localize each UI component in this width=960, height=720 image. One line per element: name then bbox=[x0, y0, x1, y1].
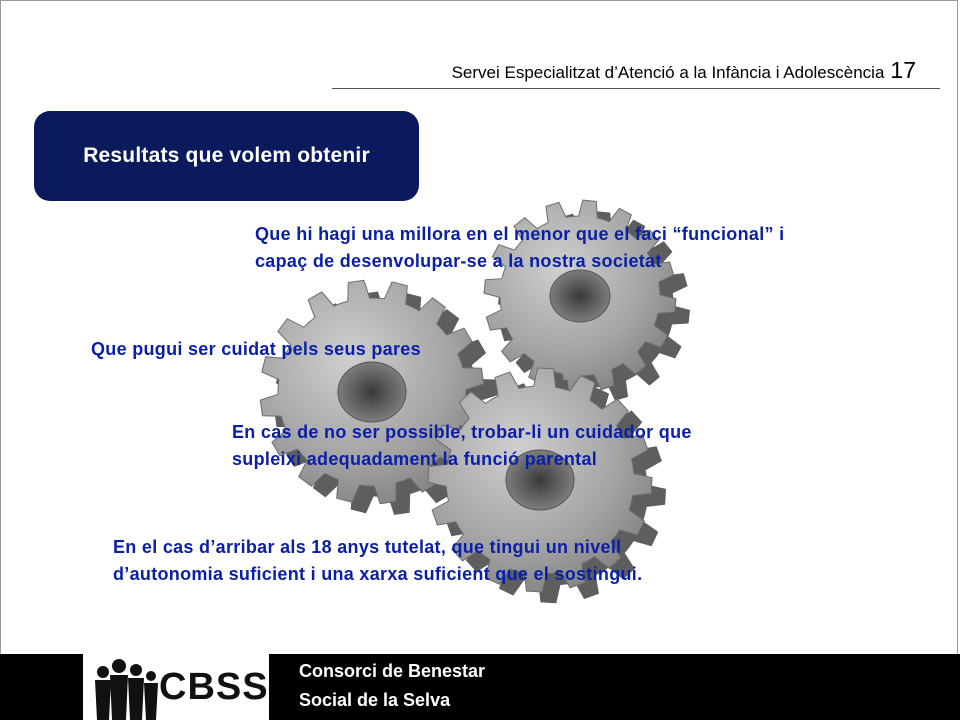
header-divider bbox=[332, 88, 940, 89]
gear-hole bbox=[338, 362, 406, 422]
result-line: capaç de desenvolupar-se a la nostra societat bbox=[255, 251, 662, 271]
service-name: Servei Especialitzat d’Atenció a la Infància i Adolescència bbox=[451, 63, 885, 82]
result-line: Que hi hagi una millora en el menor que el faci “funcional” i bbox=[255, 224, 785, 244]
result-item bbox=[255, 221, 784, 275]
slide-number: 17 bbox=[890, 57, 916, 83]
result-line: En el cas d’arribar als 18 anys tutelat, que tingui un nivell bbox=[113, 537, 622, 557]
result-item bbox=[232, 419, 692, 473]
logo-wordmark: CBSS bbox=[159, 666, 269, 708]
org-line: Social de la Selva bbox=[299, 690, 451, 710]
section-title: Resultats que volem obtenir bbox=[83, 144, 370, 167]
section-title-box bbox=[34, 111, 419, 201]
result-item bbox=[91, 336, 421, 363]
service-header bbox=[452, 57, 916, 83]
organization-name bbox=[299, 657, 485, 715]
result-line: En cas de no ser possible, trobar-li un cuidador que bbox=[232, 422, 692, 442]
result-line: d’autonomia suficient i una xarxa suficient que el sostingui. bbox=[113, 564, 643, 584]
result-line: Que pugui ser cuidat pels seus pares bbox=[91, 339, 421, 359]
result-line: supleixi adequadament la funció parental bbox=[232, 449, 598, 469]
result-item bbox=[113, 534, 642, 588]
cbss-logo bbox=[83, 654, 269, 720]
org-line: Consorci de Benestar bbox=[299, 661, 486, 681]
gear-hole bbox=[550, 270, 610, 322]
